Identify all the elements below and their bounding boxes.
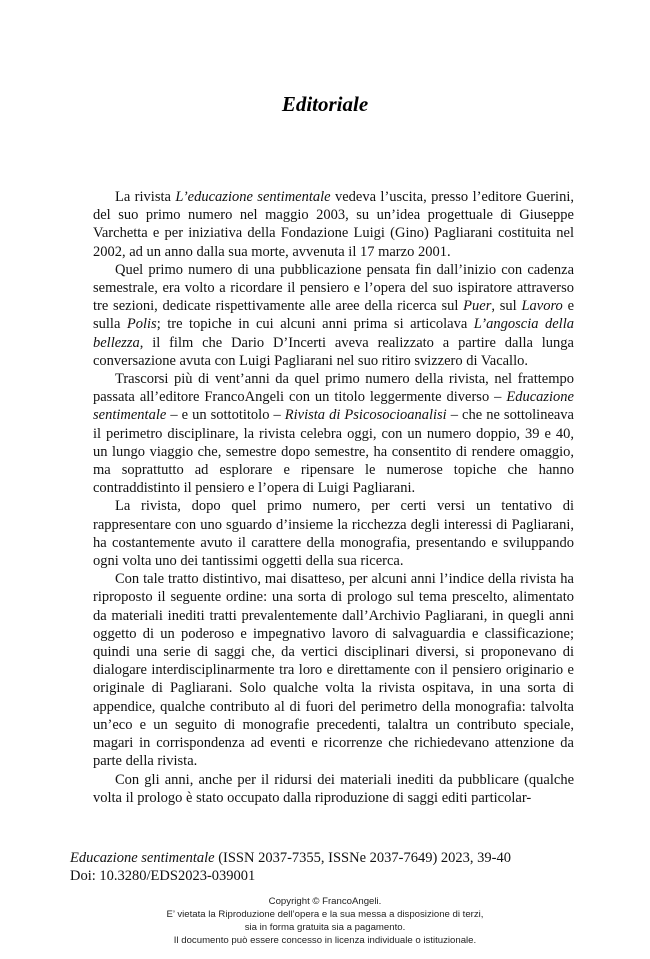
- text-run: Con tale tratto distintivo, mai disatteso, per alcuni anni l’indice della rivista ha riproposto il seguente ordine: una sorta di prologo sul tema prescelto, alimentato da materiali inediti tratti prevalentemente dall’Archivio Pagliarani, in quegli anni oggetto di un poderoso e impegnativo lavoro di salvaguardia e classificazione; quindi una serie di saggi che, da vertici disciplinari diversi, si proponevano di dialogare interdisciplinarmente tra loro e direttamente con il pensiero originario e originale di Pagliarani. Solo qualche volta la rivista ospitava, in una sorta di appendice, qualche contributo al di fuori del perimetro della monografia: talvolta un’eco e un seguito di monografie precedenti, talaltra un contributo speciale, magari in corrispondenza ad eventi e ricorrenze che richiedevano attenzione da parte della rivista.: [93, 571, 574, 770]
- paragraph: [93, 370, 574, 497]
- italic-text: L’educazione sentimentale: [175, 189, 331, 205]
- text-run: La rivista: [115, 189, 176, 205]
- italic-text: Educazione sentimentale: [93, 389, 574, 424]
- text-run: Quel primo numero di una pubblicazione pensata fin dall’inizio con cadenza semestrale, era volto a ricordare il pensiero e l’opera del suo ispiratore attraverso tre sezioni, dedicate rispettivamente alle aree della ricerca sul: [93, 261, 574, 315]
- text-run: , sul: [491, 298, 522, 315]
- issn-text: (ISSN 2037-7355, ISSNe 2037-7649) 2023, 39-40: [214, 850, 511, 866]
- paragraph: [93, 261, 574, 370]
- text-run: – e un sottotitolo –: [166, 407, 285, 424]
- text-run: Con gli anni, anche per il ridursi dei materiali inediti da pubblicare (qualche volta il prologo è stato occupato dalla riproduzione di saggi editi particolar-: [93, 771, 574, 806]
- paragraph: [93, 771, 574, 807]
- citation-footer: [70, 849, 590, 885]
- italic-text: L’angoscia della bellezza: [93, 316, 574, 351]
- article-body: [93, 188, 574, 807]
- paragraph: [93, 570, 574, 770]
- text-run: ; tre topiche in cui alcuni anni prima si articolava: [156, 316, 474, 333]
- copyright-line: Il documento può essere concesso in licenza individuale o istituzionale.: [173, 935, 477, 946]
- copyright-line: E’ vietata la Riproduzione dell’opera e la sua messa a disposizione di terzi,: [166, 909, 484, 920]
- italic-text: Rivista di Psicosocioanalisi: [284, 407, 447, 424]
- journal-name: Educazione sentimentale: [70, 850, 215, 866]
- doi-text: Doi: 10.3280/EDS2023-039001: [70, 868, 256, 884]
- copyright-line: sia in forma gratuita sia a pagamento.: [244, 922, 406, 933]
- italic-text: Lavoro: [521, 298, 563, 315]
- italic-text: Puer: [463, 298, 492, 315]
- text-run: – che ne sottolineava il perimetro disciplinare, la rivista celebra oggi, con un numero doppio, 39 e 40, un lungo viaggio che, semestre dopo semestre, ha consentito di rendere omaggio, ma soprattutto ad esplorare e ripensare le numerose topiche che hanno contraddistinto il pensiero e l’opera di Luigi Pagliarani.: [93, 407, 574, 497]
- italic-text: Polis: [126, 316, 157, 333]
- paragraph: [93, 188, 574, 261]
- copyright-notice: [0, 895, 650, 947]
- text-run: vedeva l’uscita, presso l’editore Guerini, del suo primo numero nel maggio 2003, su un’idea progettuale di Giuseppe Varchetta e per iniziativa della Fondazione Luigi (Gino) Pagliarani costituita nel 2002, ad un anno dalla sua morte, avvenuta il 17 marzo 2001.: [93, 189, 574, 260]
- text-run: Trascorsi più di vent’anni da quel primo numero della rivista, nel frattempo passata all’editore FrancoAngeli con un titolo leggermente diverso –: [93, 371, 574, 406]
- text-run: e sulla: [93, 298, 574, 333]
- copyright-line: Copyright © FrancoAngeli.: [268, 896, 382, 907]
- citation-line: [70, 849, 590, 867]
- text-run: La rivista, dopo quel primo numero, per certi versi un tentativo di rappresentare con uno sguardo d’insieme la ricchezza degli interessi di Pagliarani, ha costantemente avuto il carattere della monografia, presentando e sviluppando ogni volta uno dei tantissimi oggetti della sua ricerca.: [93, 498, 574, 570]
- text-run: , il film che Dario D’Incerti aveva realizzato a partire dalla lunga conversazione avuta con Luigi Pagliarani nel suo ritiro svizzero di Vacallo.: [93, 334, 574, 369]
- paragraph: [93, 497, 574, 570]
- page-title: Editoriale: [281, 92, 369, 116]
